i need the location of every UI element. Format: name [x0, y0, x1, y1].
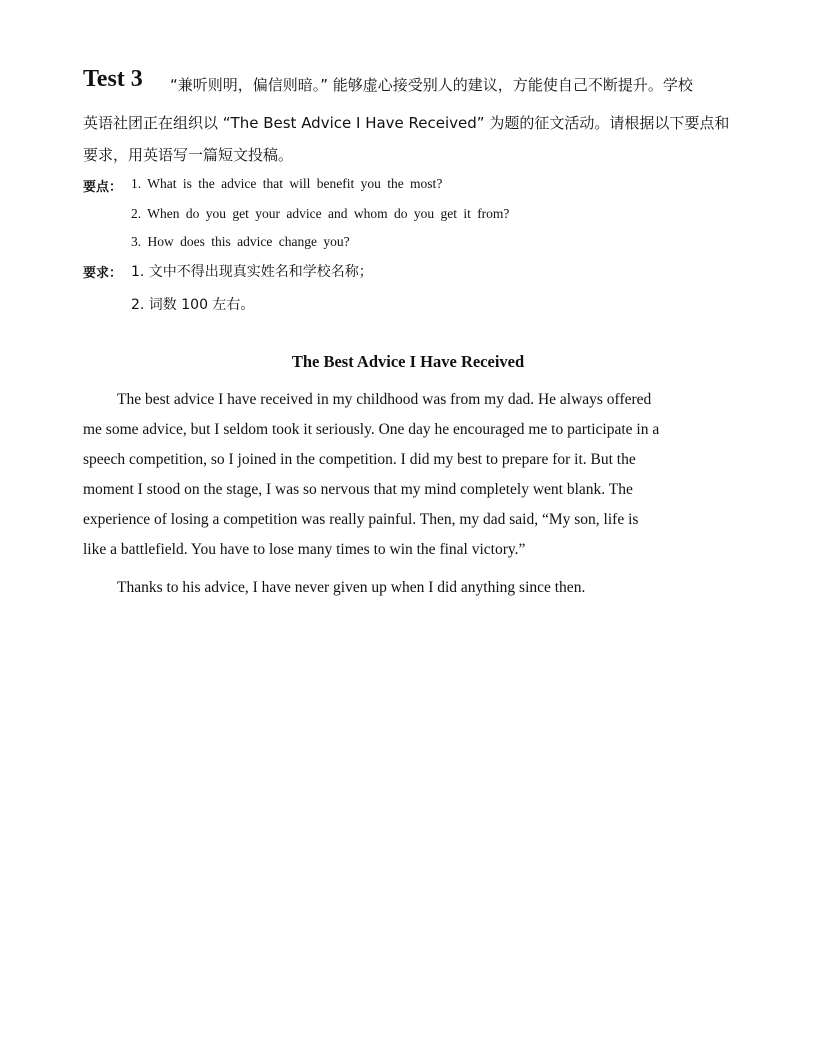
requirement-item-2: 2. 词数 100 左右。 — [131, 297, 255, 313]
essay-line-4: moment I stood on the stage, I was so nervous that my mind completely went blank. The — [83, 481, 633, 498]
intro-line-1: “兼听则明，偏信则暗。” 能够虚心接受别人的建议，方能使自己不断提升。学校 — [170, 76, 693, 94]
essay-line-3: speech competition, so I joined in the competition. I did my best to prepare for it. But the — [83, 451, 636, 468]
point-item-2: 2. When do you get your advice and whom do you get it from? — [131, 206, 510, 221]
essay-line-5: experience of losing a competition was really painful. Then, my dad said, “My son, life is — [83, 511, 639, 528]
essay-line-7: Thanks to his advice, I have never given up when I did anything since then. — [117, 579, 586, 596]
test-title: Test 3 — [83, 66, 143, 92]
point-item-1: 1. What is the advice that will benefit you the most? — [131, 176, 443, 191]
intro-line-3: 要求，用英语写一篇短文投稿。 — [83, 146, 294, 164]
requirement-item-1: 1. 文中不得出现真实姓名和学校名称； — [131, 264, 373, 280]
point-item-3: 3. How does this advice change you? — [131, 234, 350, 249]
essay-line-1: The best advice I have received in my childhood was from my dad. He always offered — [117, 391, 652, 408]
essay-line-2: me some advice, but I seldom took it seriously. One day he encouraged me to participate in a — [83, 421, 660, 438]
essay-line-6: like a battlefield. You have to lose many times to win the final victory.” — [83, 541, 526, 558]
essay-title: The Best Advice I Have Received — [291, 352, 525, 371]
requirements-label: 要求： — [83, 266, 123, 281]
points-label: 要点： — [83, 180, 123, 195]
intro-line-2: 英语社团正在组织以 “The Best Advice I Have Received” 为题的征文活动。请根据以下要点和 — [83, 114, 730, 132]
